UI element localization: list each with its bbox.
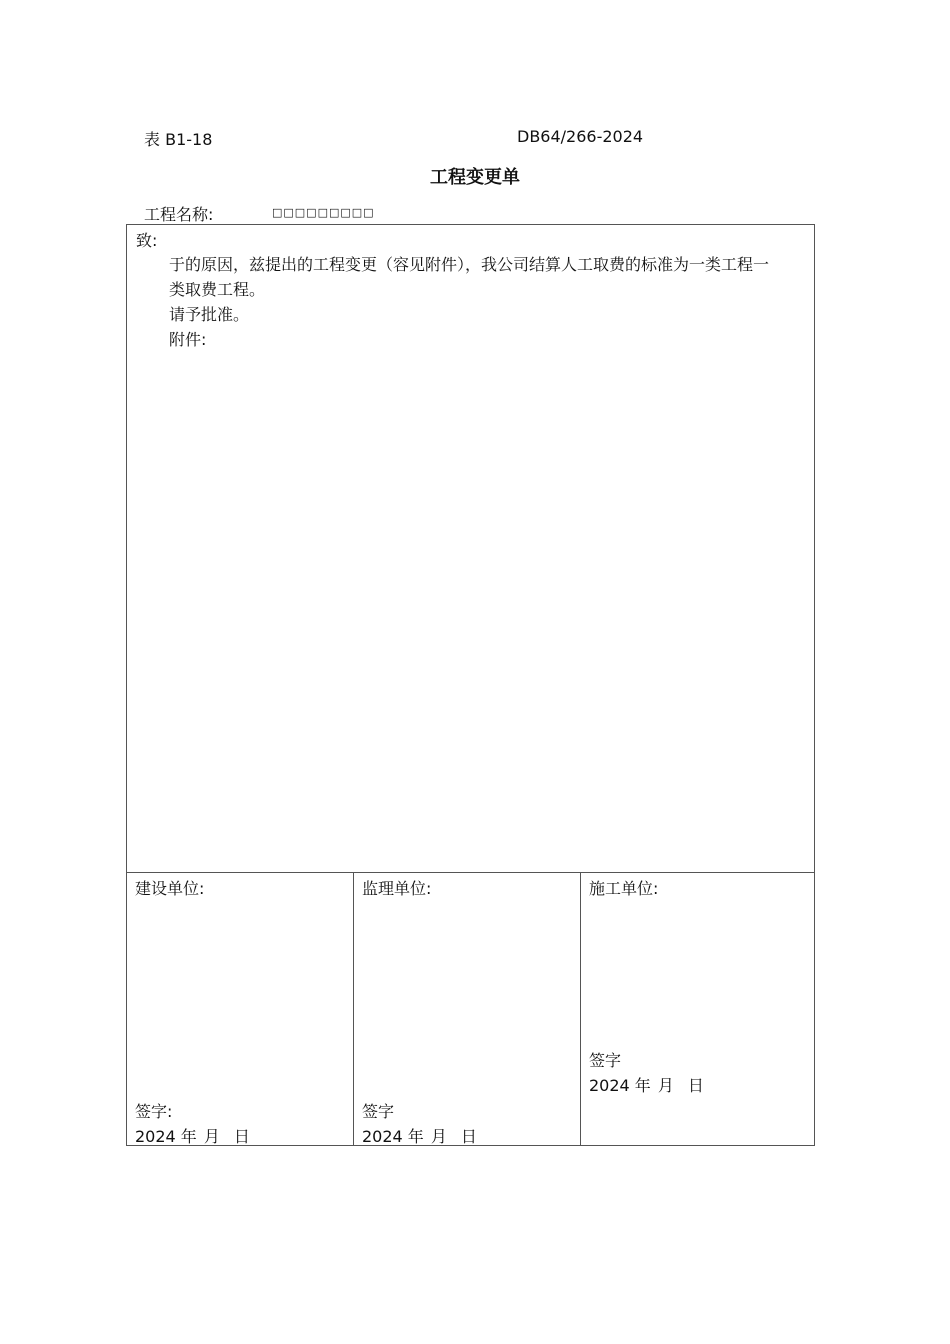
owner-signature-cell	[127, 873, 354, 1145]
date-month: 月	[203, 1127, 220, 1146]
date-day: 日	[233, 1127, 250, 1146]
date-year: 2024 年	[589, 1076, 651, 1095]
owner-label: 建设单位:	[135, 879, 205, 898]
date-year: 2024 年	[135, 1127, 197, 1146]
supervisor-signature-cell	[354, 873, 581, 1145]
contractor-signature-cell	[581, 873, 814, 1145]
addressee-label: 致:	[136, 231, 158, 250]
date-month: 月	[430, 1127, 447, 1146]
page-title: 工程变更单	[430, 167, 520, 188]
date-year: 2024 年	[362, 1127, 424, 1146]
sign-date	[362, 1124, 477, 1149]
change-request-cell	[127, 225, 814, 873]
owner-sign-block	[135, 1099, 250, 1149]
request-body	[169, 252, 809, 352]
sign-label: 签字:	[135, 1102, 173, 1121]
request-body-line: 于的原因，兹提出的工程变更（容见附件），我公司结算人工取费的标准为一类工程一	[169, 255, 770, 274]
sign-date	[589, 1073, 704, 1098]
contractor-sign-block	[589, 1048, 704, 1098]
sign-label: 签字	[589, 1051, 622, 1070]
standard-code: DB64/266-2024	[517, 127, 644, 146]
approval-request: 请予批准。	[169, 305, 250, 324]
date-month: 月	[657, 1076, 674, 1095]
date-day: 日	[687, 1076, 704, 1095]
request-body-line: 类取费工程。	[169, 280, 266, 299]
project-name-value: □□□□□□□□□	[272, 206, 375, 219]
supervisor-sign-block	[362, 1099, 477, 1149]
project-name-label: 工程名称:	[144, 205, 214, 224]
sign-date	[135, 1124, 250, 1149]
contractor-label: 施工单位:	[589, 879, 659, 898]
sign-label: 签字	[362, 1102, 395, 1121]
change-order-form	[126, 224, 815, 1146]
form-code: 表 B1-18	[144, 130, 213, 149]
supervisor-label: 监理单位:	[362, 879, 432, 898]
attachment-label: 附件:	[169, 330, 207, 349]
date-day: 日	[460, 1127, 477, 1146]
